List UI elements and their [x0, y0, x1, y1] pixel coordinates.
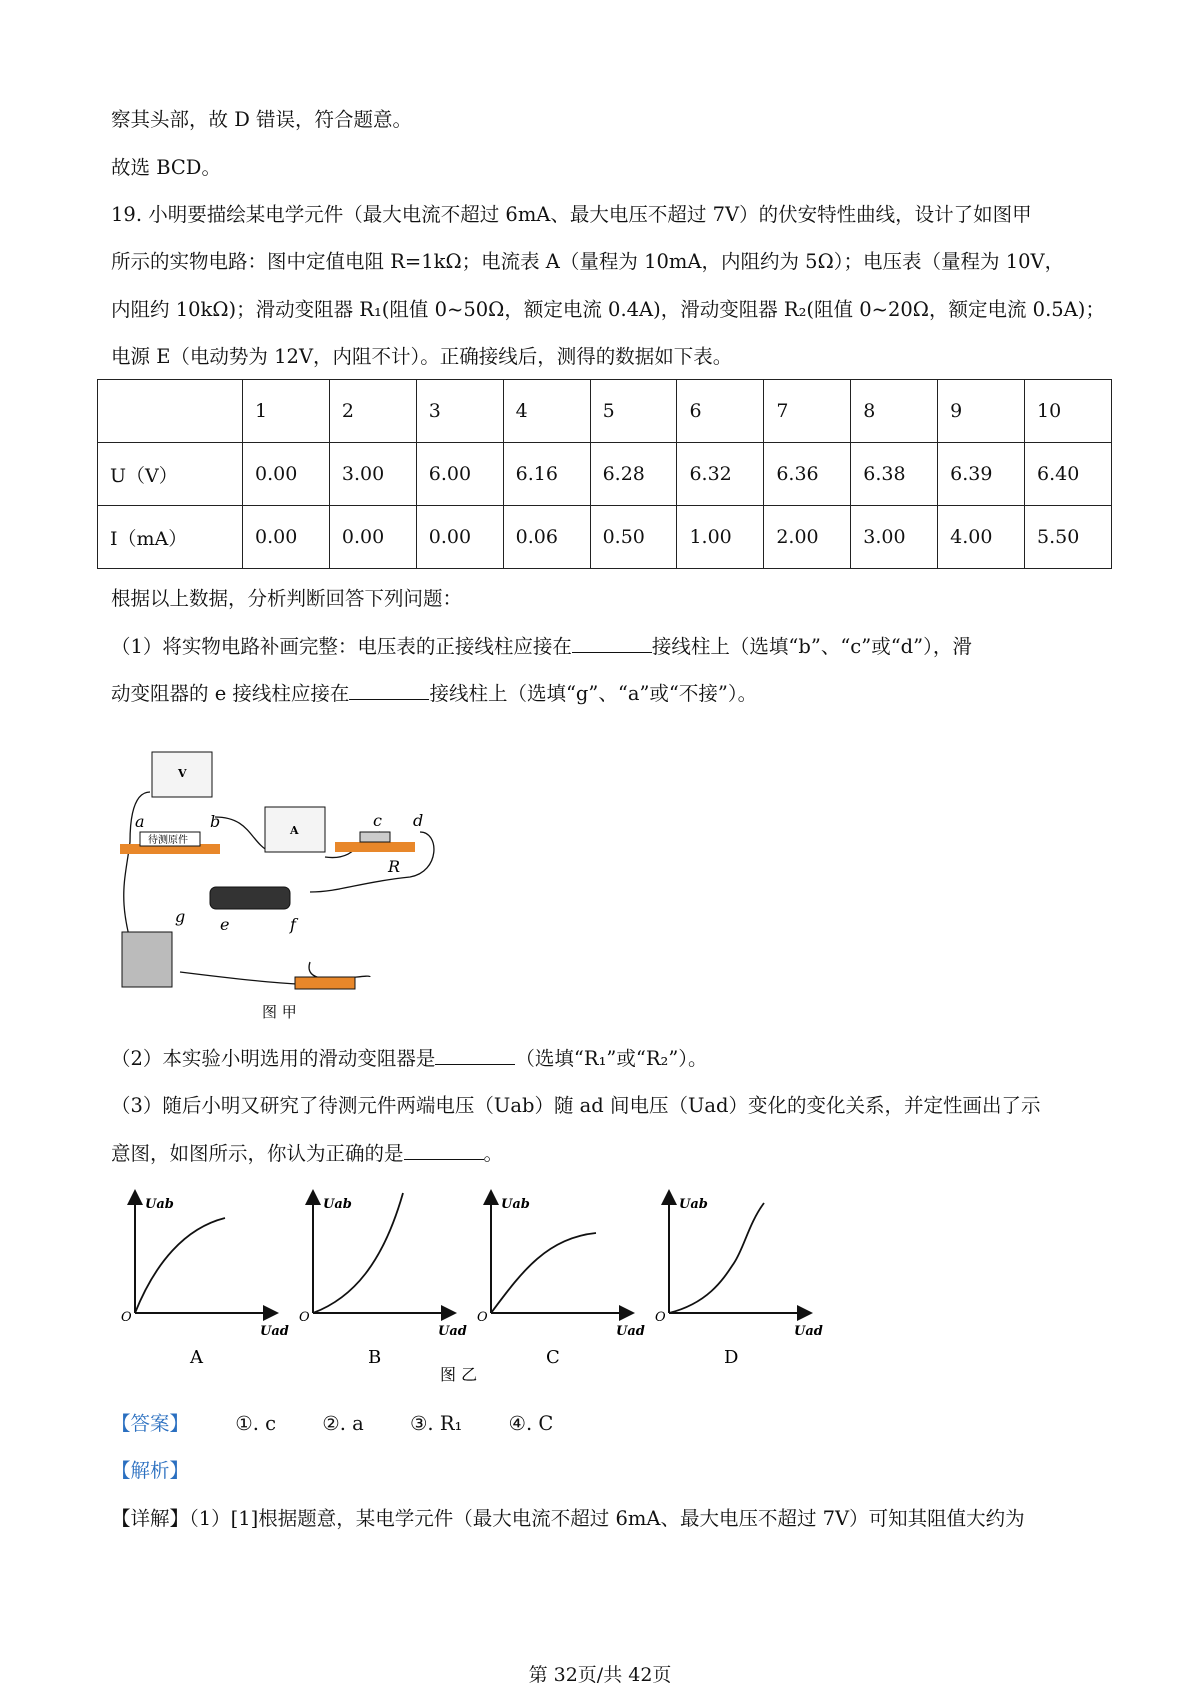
x-axis-label: Uad	[794, 1324, 823, 1339]
origin-label: O	[299, 1310, 310, 1325]
table-header-cell: 2	[329, 380, 416, 443]
table-cell: 0.50	[590, 506, 677, 569]
table-cell: 5.50	[1025, 506, 1112, 569]
answer-blank	[435, 1048, 515, 1065]
sub-question-1	[111, 631, 972, 659]
label-g: g	[175, 907, 186, 926]
answer-line	[111, 1408, 553, 1436]
ammeter-label: A	[290, 824, 299, 837]
table-header-cell: 10	[1025, 380, 1112, 443]
label-a: a	[135, 812, 145, 831]
table-cell: 0.00	[416, 506, 503, 569]
origin-label: O	[655, 1310, 666, 1325]
table-header-row	[98, 380, 1112, 443]
table-cell: 3.00	[329, 443, 416, 506]
data-table	[97, 379, 1112, 569]
table-row	[98, 506, 1112, 569]
text: 接线柱上（选填“b”、“c”或“d”），滑	[651, 635, 972, 658]
text-line: 根据以上数据，分析判断回答下列问题：	[111, 587, 463, 610]
rheostat	[210, 887, 290, 909]
table-header-cell: 6	[677, 380, 764, 443]
label-c: c	[373, 811, 382, 830]
answer-blank	[572, 636, 652, 653]
text: 。	[483, 1142, 504, 1165]
x-axis-label: Uad	[260, 1324, 289, 1339]
table-cell: 6.28	[590, 443, 677, 506]
table-cell: 0.00	[329, 506, 416, 569]
curve-C	[491, 1233, 596, 1313]
curve-A	[135, 1218, 225, 1313]
table-header-cell: 4	[503, 380, 590, 443]
question-text: 所示的实物电路：图中定值电阻 R=1kΩ；电流表 A（量程为 10mA，内阻约为 5Ω）；电压表（量程为 10V，	[111, 250, 1065, 273]
component-label: 待测原件	[148, 835, 188, 846]
text: （选填“R₁”或“R₂”）。	[515, 1047, 708, 1070]
table-cell: 0.06	[503, 506, 590, 569]
table-header-cell: 8	[851, 380, 938, 443]
y-axis-label: Uab	[501, 1197, 530, 1212]
table-header-cell: 7	[764, 380, 851, 443]
label-f: f	[290, 915, 296, 934]
text-line: 故选 BCD。	[111, 156, 221, 179]
table-cell: 3.00	[851, 506, 938, 569]
resistor	[360, 832, 390, 842]
table-cell: 4.00	[938, 506, 1025, 569]
x-axis-label: Uad	[438, 1324, 467, 1339]
answer-blank	[349, 683, 429, 700]
option-label-D: D	[724, 1347, 739, 1368]
table-cell: 6.16	[503, 443, 590, 506]
question-text: 电源 E（电动势为 12V，内阻不计）。正确接线后，测得的数据如下表。	[111, 345, 733, 368]
table-cell: U（V）	[98, 443, 243, 506]
circuit-figure	[110, 722, 460, 1027]
table-cell: 6.38	[851, 443, 938, 506]
analysis-tag: 【解析】	[111, 1459, 190, 1482]
option-label-C: C	[546, 1347, 560, 1368]
label-R: R	[388, 857, 401, 876]
question-text: 内阻约 10kΩ)；滑动变阻器 R₁(阻值 0~50Ω，额定电流 0.4A)，滑动变阻器 R₂(阻值 0~20Ω，额定电流 0.5A)；	[111, 298, 1105, 321]
table-header-cell: 5	[590, 380, 677, 443]
label-d: d	[413, 811, 424, 830]
answer-3: ③. R₁	[409, 1412, 463, 1435]
label-e: e	[220, 915, 230, 934]
voltmeter-label: V	[178, 767, 187, 780]
table-cell: 6.40	[1025, 443, 1112, 506]
table-header-cell	[98, 380, 243, 443]
x-axis-label: Uad	[616, 1324, 645, 1339]
table-cell: 1.00	[677, 506, 764, 569]
text: 意图，如图所示，你认为正确的是	[111, 1142, 404, 1165]
question-text: 19. 小明要描绘某电学元件（最大电流不超过 6mA、最大电压不超过 7V）的伏安特性曲线，设计了如图甲	[111, 203, 1032, 226]
figure-yi	[110, 1188, 840, 1388]
table-cell: 0.00	[243, 506, 330, 569]
option-label-A: A	[190, 1347, 203, 1368]
sub-question-3: （3）随后小明又研究了待测元件两端电压（Uab）随 ad 间电压（Uad）变化的变化关系，并定性画出了示	[111, 1094, 1041, 1117]
switch	[295, 977, 355, 989]
option-label-B: B	[368, 1347, 382, 1368]
table-cell: 0.00	[243, 443, 330, 506]
table-header-cell: 9	[938, 380, 1025, 443]
table-cell: 6.32	[677, 443, 764, 506]
resistor-base	[335, 842, 415, 852]
table-row	[98, 443, 1112, 506]
table-cell: 2.00	[764, 506, 851, 569]
text: 接线柱上（选填“g”、“a”或“不接”）。	[429, 682, 758, 705]
y-axis-label: Uab	[323, 1197, 352, 1212]
text: 动变阻器的 e 接线柱应接在	[111, 682, 350, 705]
table-cell: 6.36	[764, 443, 851, 506]
curve-D	[669, 1203, 764, 1313]
answer-1: ①. c	[235, 1412, 277, 1435]
table-cell: I（mA）	[98, 506, 243, 569]
text: （2）本实验小明选用的滑动变阻器是	[111, 1047, 436, 1070]
origin-label: O	[121, 1310, 132, 1325]
table-cell: 6.00	[416, 443, 503, 506]
text: （1）将实物电路补画完整：电压表的正接线柱应接在	[111, 635, 572, 658]
y-axis-label: Uab	[679, 1197, 708, 1212]
table-cell: 6.39	[938, 443, 1025, 506]
origin-label: O	[477, 1310, 488, 1325]
page-footer: 第 32页/共 42页	[528, 1664, 672, 1686]
sub-question-3-cont	[111, 1138, 503, 1166]
sub-question-1-cont	[111, 678, 757, 706]
battery	[122, 932, 172, 987]
detail-text: 【详解】（1）[1]根据题意，某电学元件（最大电流不超过 6mA、最大电压不超过 7V）可知其阻值大约为	[111, 1507, 1025, 1530]
label-b: b	[210, 812, 221, 831]
y-axis-label: Uab	[145, 1197, 174, 1212]
table-header-cell: 3	[416, 380, 503, 443]
answer-2: ②. a	[322, 1412, 364, 1435]
answer-4: ④. C	[508, 1412, 554, 1435]
text-line: 察其头部，故 D 错误，符合题意。	[111, 108, 413, 131]
table-header-cell: 1	[243, 380, 330, 443]
figure-caption: 图 甲	[262, 1003, 297, 1021]
figure-caption: 图 乙	[440, 1365, 478, 1384]
sub-question-2	[111, 1043, 708, 1071]
answer-blank	[404, 1143, 484, 1160]
answer-tag: 【答案】	[111, 1412, 190, 1435]
